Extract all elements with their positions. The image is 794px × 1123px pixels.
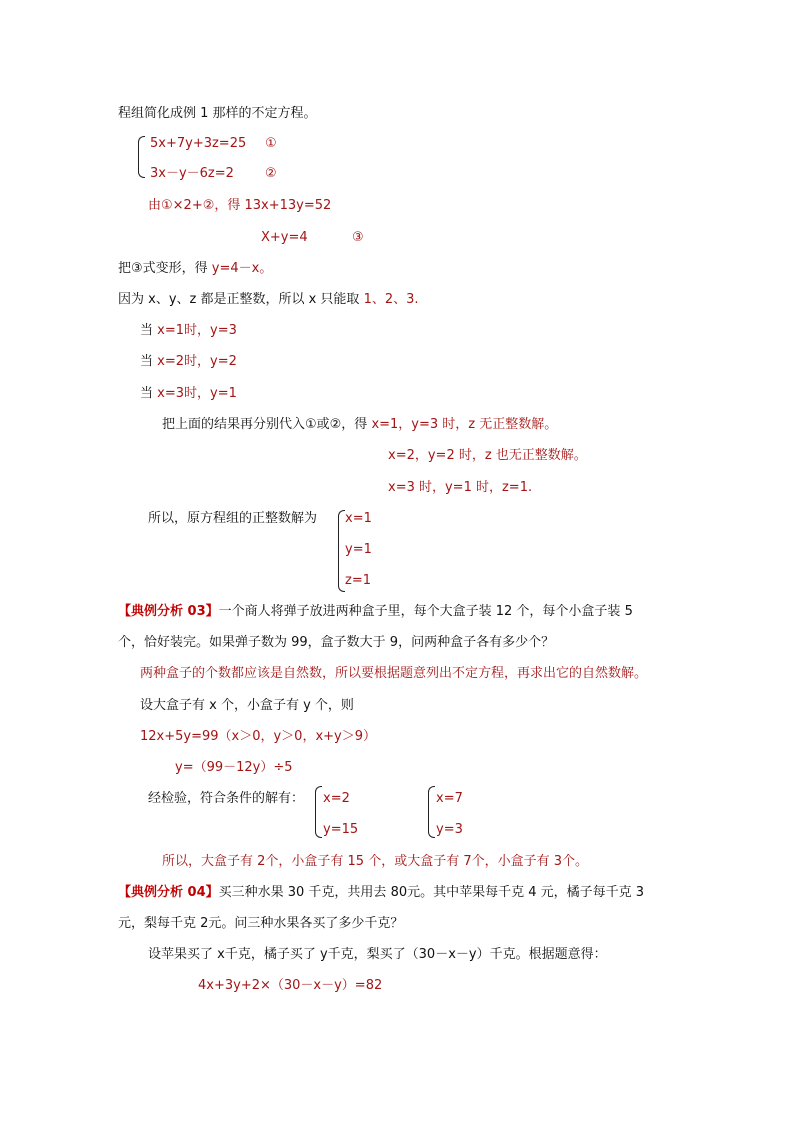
equation-3-mark: ③: [352, 230, 364, 245]
solution-brace: [338, 510, 345, 592]
solution-y: y=1: [345, 542, 372, 557]
system-brace: [138, 136, 145, 178]
case-1: [140, 322, 237, 340]
example-03-note: 两种盒子的个数都应该是自然数，所以要根据题意列出不定方程，再求出它的自然数解。: [140, 666, 648, 681]
case-3: [140, 385, 237, 403]
equation-2: 3x－y－6z=2: [150, 166, 234, 181]
because-value: 1、2、3.: [363, 292, 419, 307]
example-03-check: 经检验，符合条件的解有：: [148, 791, 305, 806]
equation-1: 5x+7y+3z=25: [150, 136, 247, 151]
example-03-question-line-2: 个，恰好装完。如果弹子数为 99，盒子数大于 9，问两种盒子各有多少个？: [118, 635, 555, 650]
example-03-equation-2: y=（99－12y）÷5: [175, 760, 293, 775]
example-03-answer: 所以，大盒子有 2个，小盒子有 15 个，或大盒子有 7个，小盒子有 3个。: [162, 854, 589, 869]
substitution-value: x=1，y=3 时，z 无正整数解。: [371, 417, 558, 432]
example-04-question-line-2: 元，梨每千克 2元。问三种水果各买了多少千克？: [118, 916, 404, 931]
example-03-q1: 一个商人将弹子放进两种盒子里，每个大盒子装 12 个，每个小盒子装 5: [218, 604, 633, 619]
step-1: [148, 197, 331, 215]
conclusion-text: 所以，原方程组的正整数解为: [148, 511, 318, 526]
case-3-prefix: 当: [140, 386, 158, 401]
example-04-q1: 买三种水果 30 千克，共用去 80元。其中苹果每千克 4 元，橘子每千克 3: [218, 885, 645, 900]
case-2: [140, 353, 237, 371]
step-1-value: 13x+13y=52: [244, 198, 332, 213]
example-03-question-line-1: [118, 603, 633, 621]
example-03-equation: 12x+5y=99（x＞0，y＞0，x+y＞9）: [140, 729, 377, 744]
step-1-prefix: 由①×2+②，得: [148, 198, 245, 213]
because-text: 因为 x、y、z 都是正整数，所以 x 只能取: [118, 292, 364, 307]
example-04-setup: 设苹果买了 x千克，橘子买了 y千克，梨买了（30－x－y）千克。根据题意得：: [148, 947, 607, 962]
substitution-line-3: x=3 时，y=1 时，z=1.: [388, 480, 533, 495]
example-04-question-line-1: [118, 884, 644, 902]
example-04-equation: 4x+3y+2×（30－x－y）=82: [198, 978, 383, 993]
substitution-line: [162, 416, 557, 434]
substitution-line-2: x=2，y=2 时，z 也无正整数解。: [388, 448, 587, 463]
case-1-value: x=1时，y=3: [157, 323, 237, 338]
solution-z: z=1: [345, 573, 371, 588]
example-04-tag: 【典例分析 04】: [118, 885, 219, 900]
solution-a-x: x=2: [323, 791, 350, 806]
solution-b-x: x=7: [436, 791, 463, 806]
equation-1-mark: ①: [265, 136, 277, 151]
transform-prefix: 把③式变形，得: [118, 261, 212, 276]
solution-x: x=1: [345, 511, 372, 526]
solution-b-brace: [428, 786, 435, 838]
case-2-value: x=2时，y=2: [157, 354, 237, 369]
example-03-setup: 设大盒子有 x 个，小盒子有 y 个，则: [140, 698, 354, 713]
case-2-prefix: 当: [140, 354, 158, 369]
transform-line: [118, 260, 272, 278]
case-1-prefix: 当: [140, 323, 158, 338]
intro-text: 程组简化成例 1 那样的不定方程。: [118, 106, 317, 121]
substitution-prefix: 把上面的结果再分别代入①或②，得: [162, 417, 372, 432]
example-03-tag: 【典例分析 03】: [118, 604, 219, 619]
solution-a-y: y=15: [323, 822, 359, 837]
because-line: [118, 291, 419, 309]
solution-b-y: y=3: [436, 822, 463, 837]
case-3-value: x=3时，y=1: [157, 386, 237, 401]
solution-a-brace: [315, 786, 322, 838]
equation-2-mark: ②: [265, 166, 277, 181]
transform-value: y=4－x。: [211, 261, 273, 276]
equation-3: X+y=4: [261, 230, 308, 245]
